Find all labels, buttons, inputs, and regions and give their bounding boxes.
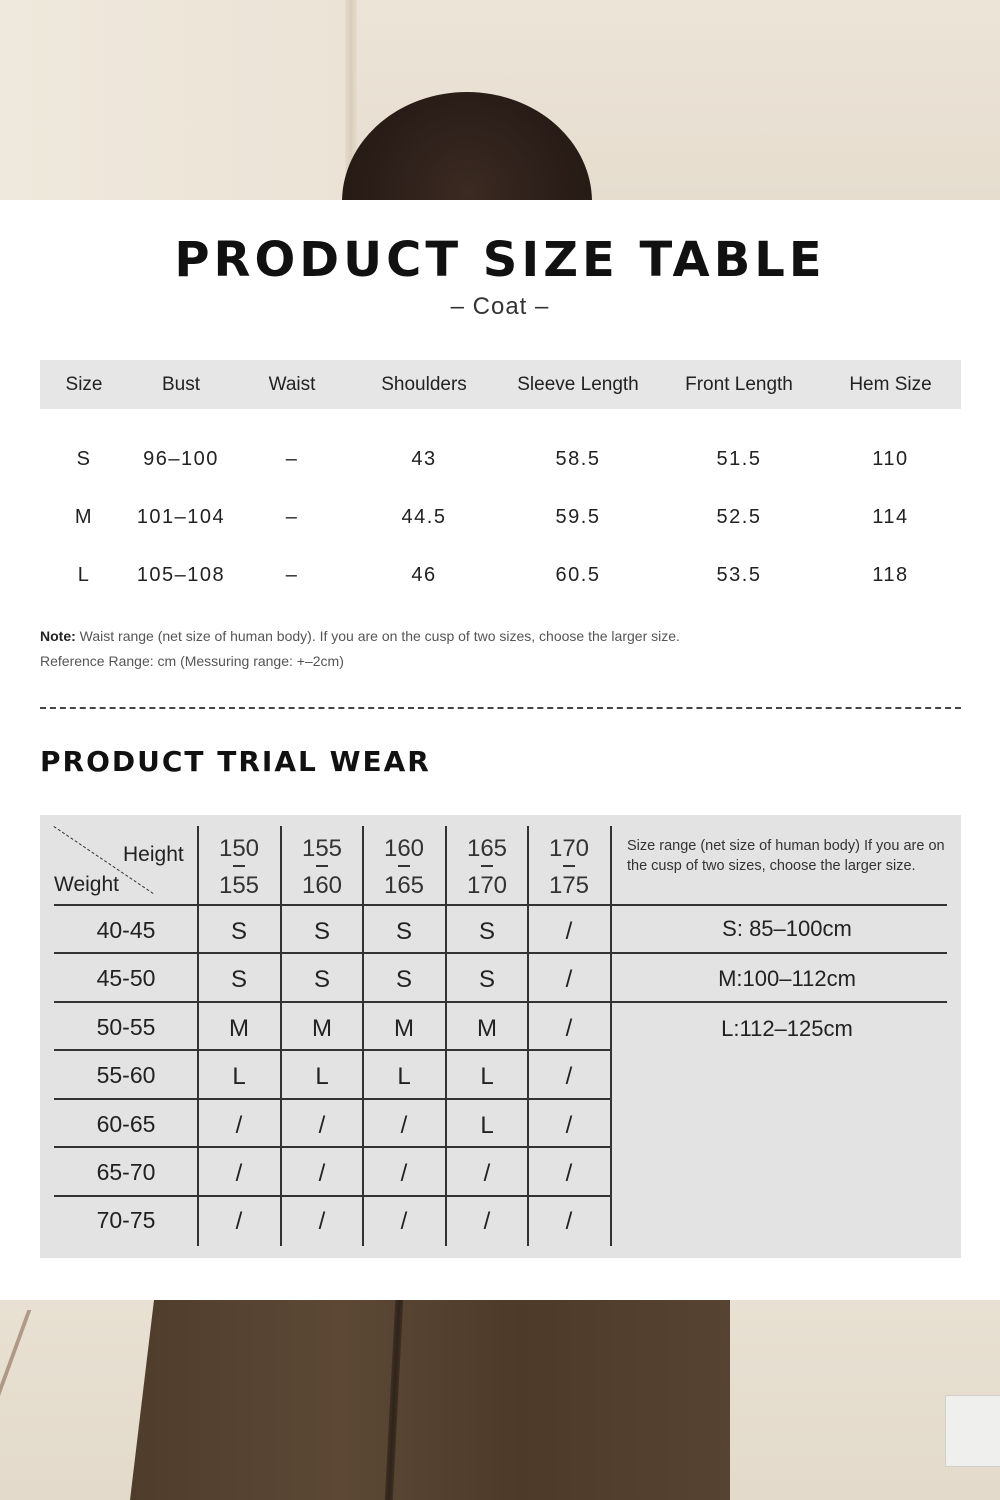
size-cell: S <box>230 966 247 993</box>
size-table-header <box>40 360 961 409</box>
background-photo-bottom <box>0 1300 1000 1500</box>
size-cell: L <box>232 1063 246 1090</box>
size-cell: / <box>235 1112 243 1139</box>
weight-row-label: 60-65 <box>96 1111 156 1137</box>
size-cell: S <box>230 918 247 945</box>
header-shoulders: Shoulders <box>350 360 498 409</box>
header-hem-size: Hem Size <box>820 360 961 409</box>
size-cell: / <box>318 1160 326 1187</box>
size-cell: / <box>400 1112 408 1139</box>
table-cell: 53.5 <box>716 563 762 586</box>
height-col-150-155: 150 155 <box>218 835 260 899</box>
header-waist: Waist <box>234 360 350 409</box>
size-cell: L <box>397 1063 411 1090</box>
size-cell: / <box>235 1160 243 1187</box>
size-cell: S <box>478 918 495 945</box>
background-photo-top <box>0 0 1000 200</box>
reference-range-text: Reference Range: cm (Messuring range: +–2cm) <box>40 653 344 669</box>
size-note <box>40 624 680 674</box>
wall-switch <box>945 1395 1000 1467</box>
size-cell: / <box>318 1112 326 1139</box>
header-sleeve-length: Sleeve Length <box>498 360 658 409</box>
size-cell: L <box>315 1063 329 1090</box>
size-cell: / <box>565 1208 573 1235</box>
table-cell: 105–108 <box>136 563 226 586</box>
weight-row-label: 55-60 <box>96 1062 156 1088</box>
table-cell: 60.5 <box>555 563 601 586</box>
size-cell: / <box>565 1015 573 1042</box>
size-cell: L <box>480 1063 494 1090</box>
table-cell: 96–100 <box>143 447 219 470</box>
size-cell: / <box>400 1160 408 1187</box>
weight-row-label: 50-55 <box>96 1014 156 1040</box>
page-subtitle: – Coat – <box>450 293 550 320</box>
page-title: PRODUCT SIZE TABLE <box>174 232 826 288</box>
note-text: Waist range (net size of human body). If you are on the cusp of two sizes, choose the larger size. <box>75 628 680 644</box>
size-cell: / <box>565 1063 573 1090</box>
size-cell: / <box>565 1112 573 1139</box>
table-cell: 114 <box>872 505 909 528</box>
size-cell: S <box>395 918 412 945</box>
trial-wear-title: PRODUCT TRIAL WEAR <box>40 745 431 778</box>
size-cell: S <box>313 966 330 993</box>
table-cell: L <box>77 563 91 586</box>
weight-row-label: 40-45 <box>96 917 156 943</box>
size-cell: M <box>394 1015 414 1042</box>
size-cell: / <box>565 918 573 945</box>
table-cell: – <box>285 447 299 470</box>
height-col-165-170: 165 170 <box>466 835 508 899</box>
size-cell: S <box>395 966 412 993</box>
table-cell: 43 <box>411 447 437 470</box>
range-m: M:100–112cm <box>718 966 856 991</box>
table-cell: 52.5 <box>716 505 762 528</box>
range-s: S: 85–100cm <box>722 916 852 941</box>
range-l: L:112–125cm <box>721 1016 853 1041</box>
table-row <box>40 430 961 488</box>
table-cell: S <box>76 447 92 470</box>
size-cell: L <box>480 1112 494 1139</box>
size-cell: M <box>477 1015 497 1042</box>
size-cell: M <box>229 1015 249 1042</box>
table-cell: 51.5 <box>716 447 762 470</box>
size-cell: / <box>318 1208 326 1235</box>
size-cell: M <box>312 1015 332 1042</box>
table-row <box>40 546 961 604</box>
height-col-160-165: 160 165 <box>383 835 425 899</box>
table-row <box>40 488 961 546</box>
weight-row-label: 45-50 <box>96 965 156 991</box>
size-cell: S <box>478 966 495 993</box>
height-col-155-160: 155 160 <box>301 835 343 899</box>
table-cell: 46 <box>411 563 437 586</box>
size-cell: / <box>483 1208 491 1235</box>
header-bust: Bust <box>128 360 234 409</box>
table-cell: 59.5 <box>555 505 601 528</box>
table-cell: – <box>285 563 299 586</box>
weight-row-label: 70-75 <box>96 1207 156 1233</box>
size-cell: / <box>565 1160 573 1187</box>
header-size: Size <box>40 360 128 409</box>
note-label: Note: <box>40 628 76 644</box>
size-table <box>40 360 961 604</box>
weight-label: Weight <box>54 873 119 896</box>
height-label: Height <box>123 843 184 866</box>
coat-photo <box>130 1300 730 1500</box>
table-cell: 110 <box>872 447 909 470</box>
size-cell: S <box>313 918 330 945</box>
table-cell: 44.5 <box>401 505 447 528</box>
section-divider <box>40 707 961 709</box>
weight-row-label: 65-70 <box>96 1159 156 1185</box>
size-cell: / <box>565 966 573 993</box>
table-cell: – <box>285 505 299 528</box>
model-hair <box>342 92 592 200</box>
size-cell: / <box>483 1160 491 1187</box>
size-cell: / <box>400 1208 408 1235</box>
size-range-info: Size range (net size of human body) If you are on the cusp of two sizes, choose the larger size. <box>627 838 945 874</box>
table-cell: 58.5 <box>555 447 601 470</box>
table-cell: 101–104 <box>136 505 226 528</box>
table-cell: 118 <box>872 563 909 586</box>
header-front-length: Front Length <box>658 360 820 409</box>
table-cell: M <box>74 505 94 528</box>
height-col-170-175: 170 175 <box>548 835 590 899</box>
size-cell: / <box>235 1208 243 1235</box>
